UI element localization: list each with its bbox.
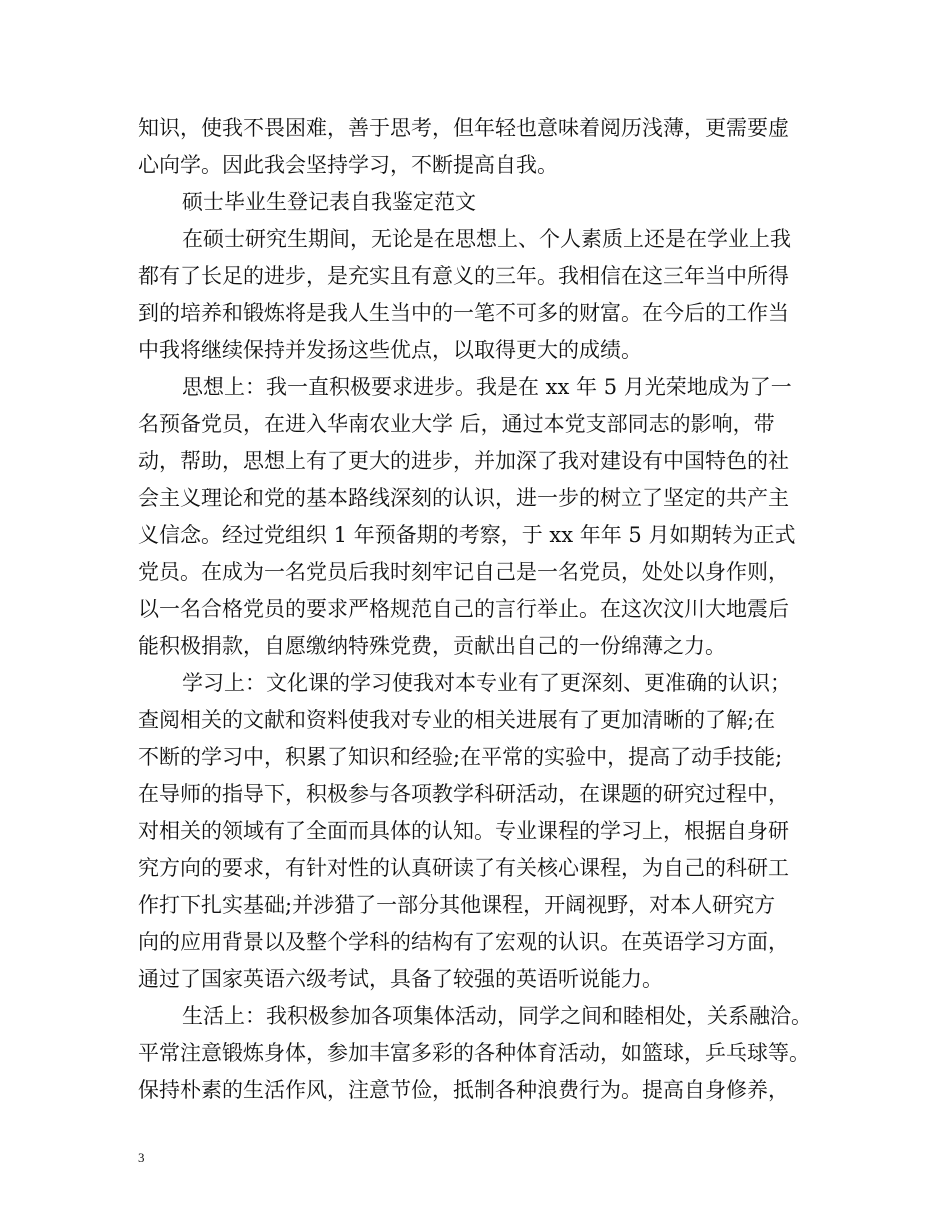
text-line: 党员。在成为一名党员后我时刻牢记自己是一名党员，处处以身作则， bbox=[138, 560, 789, 584]
text-line: 义信念。经过党组织 1 年预备期的考察，于 xx 年年 5 月如期转为正式 bbox=[138, 523, 796, 547]
text-line: 平常注意锻炼身体，参加丰富多彩的各种体育活动，如篮球，乒乓球等。 bbox=[138, 1041, 810, 1065]
text-line: 会主义理论和党的基本路线深刻的认识，进一步的树立了坚定的共产主 bbox=[138, 486, 789, 510]
text-line: 作打下扎实基础;并涉猎了一部分其他课程，开阔视野，对本人研究方 bbox=[138, 893, 776, 917]
text-line: 对相关的领域有了全面而具体的认知。专业课程的学习上，根据自身研 bbox=[138, 819, 789, 843]
body-text bbox=[138, 110, 818, 1109]
text-line: 向的应用背景以及整个学科的结构有了宏观的认识。在英语学习方面， bbox=[138, 930, 789, 954]
text-line: 保持朴素的生活作风，注意节俭，抵制各种浪费行为。提高自身修养， bbox=[138, 1078, 789, 1102]
text-line: 名预备党员，在进入华南农业大学 后，通过本党支部同志的影响，带 bbox=[138, 412, 775, 436]
text-line: 都有了长足的进步，是充实且有意义的三年。我相信在这三年当中所得 bbox=[138, 264, 789, 288]
text-line: 心向学。因此我会坚持学习，不断提高自我。 bbox=[138, 153, 558, 177]
text-line: 知识，使我不畏困难，善于思考，但年轻也意味着阅历浅薄，更需要虚 bbox=[138, 116, 789, 140]
text-line: 在硕士研究生期间，无论是在思想上、个人素质上还是在学业上我 bbox=[182, 227, 791, 251]
text-line: 生活上：我积极参加各项集体活动，同学之间和睦相处，关系融洽。 bbox=[182, 1004, 812, 1028]
text-line: 动，帮助，思想上有了更大的进步，并加深了我对建设有中国特色的社 bbox=[138, 449, 789, 473]
text-line: 思想上：我一直积极要求进步。我是在 xx 年 5 月光荣地成为了一 bbox=[182, 375, 792, 399]
text-line: 不断的学习中，积累了知识和经验;在平常的实验中，提高了动手技能; bbox=[138, 745, 783, 769]
text-line: 以一名合格党员的要求严格规范自己的言行举止。在这次汶川大地震后 bbox=[138, 597, 789, 621]
text-line: 硕士毕业生登记表自我鉴定范文 bbox=[182, 190, 476, 214]
text-line: 通过了国家英语六级考试，具备了较强的英语听说能力。 bbox=[138, 967, 663, 991]
text-line: 学习上：文化课的学习使我对本专业有了更深刻、更准确的认识； bbox=[182, 671, 791, 695]
text-line: 查阅相关的文献和资料使我对专业的相关进展有了更加清晰的了解;在 bbox=[138, 708, 776, 732]
text-line: 究方向的要求，有针对性的认真研读了有关核心课程，为自己的科研工 bbox=[138, 856, 789, 880]
page-number: 3 bbox=[138, 1150, 145, 1165]
text-line: 中我将继续保持并发扬这些优点，以取得更大的成绩。 bbox=[138, 338, 642, 362]
text-line: 到的培养和锻炼将是我人生当中的一笔不可多的财富。在今后的工作当 bbox=[138, 301, 789, 325]
text-line: 能积极捐款，自愿缴纳特殊党费，贡献出自己的一份绵薄之力。 bbox=[138, 634, 726, 658]
text-line: 在导师的指导下，积极参与各项教学科研活动，在课题的研究过程中， bbox=[138, 782, 789, 806]
